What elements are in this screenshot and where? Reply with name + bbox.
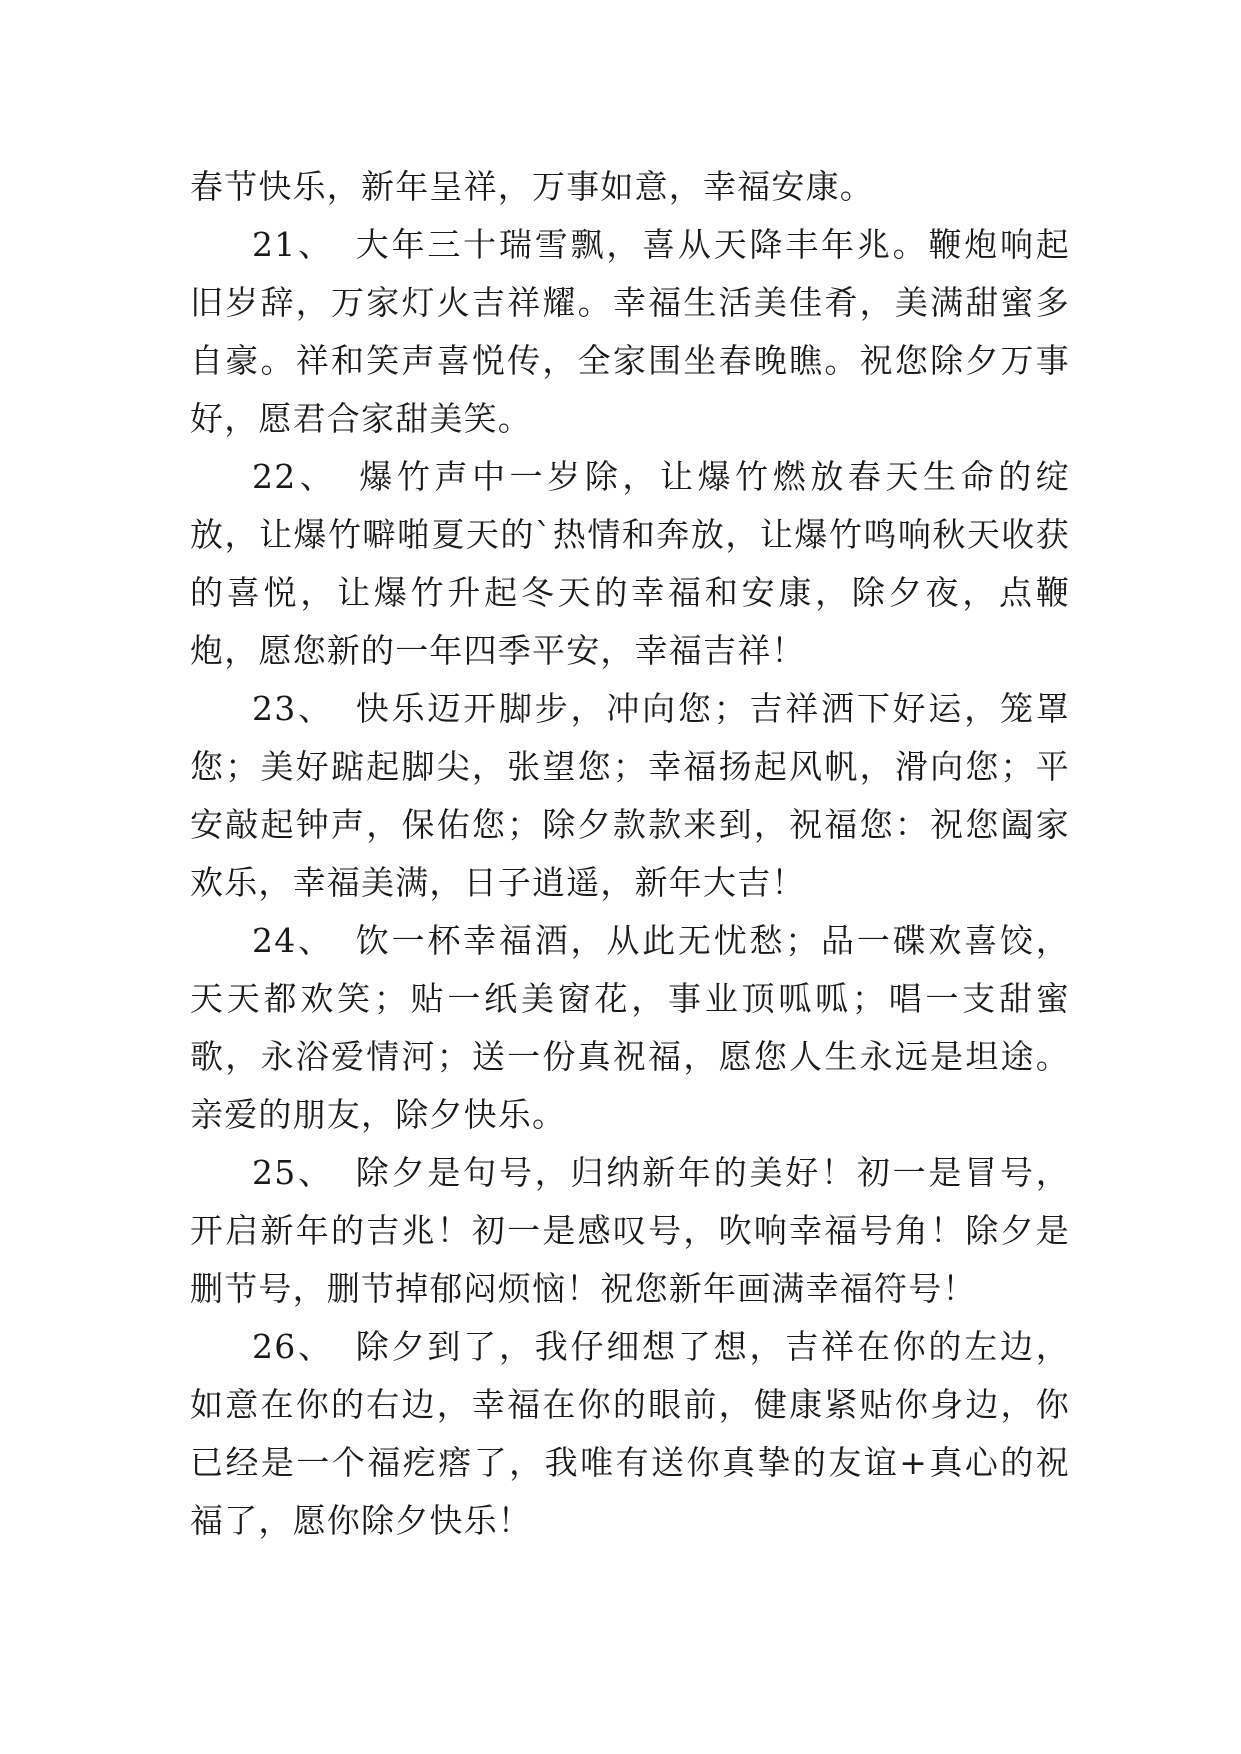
paragraph-number: 22、 [252,457,338,496]
paragraph-number: 21、 [252,225,334,264]
paragraph-21 [190,216,1070,448]
paragraph-26 [190,1318,1070,1550]
paragraph-number: 26、 [252,1327,334,1366]
paragraph-22 [190,448,1070,680]
paragraph-24 [190,912,1070,1144]
paragraph-25 [190,1144,1070,1318]
paragraph-23 [190,680,1070,912]
paragraph-text: 饮一杯幸福酒，从此无忧愁；品一碟欢喜饺，天天都欢笑；贴一纸美窗花，事业顶呱呱；唱一支甜蜜歌，永浴爱情河；送一份真祝福，愿您人生永远是坦途。亲爱的朋友，除夕快乐。 [190,921,1071,1134]
paragraph-text: 春节快乐，新年呈祥，万事如意，幸福安康。 [190,167,874,206]
paragraph-text: 大年三十瑞雪飘，喜从天降丰年兆。鞭炮响起旧岁辞，万家灯火吉祥耀。幸福生活美佳肴，美满甜蜜多自豪。祥和笑声喜悦传，全家围坐春晚瞧。祝您除夕万事好，愿君合家甜美笑。 [190,225,1071,438]
document-body [190,158,1070,1550]
paragraph-text: 除夕是句号，归纳新年的美好！初一是冒号，开启新年的吉兆！初一是感叹号，吹响幸福号角！除夕是删节号，删节掉郁闷烦恼！祝您新年画满幸福符号！ [190,1153,1071,1308]
paragraph-text: 快乐迈开脚步，冲向您；吉祥洒下好运，笼罩您；美好踮起脚尖，张望您；幸福扬起风帆，滑向您；平安敲起钟声，保佑您；除夕款款来到，祝福您：祝您阖家欢乐，幸福美满，日子逍遥，新年大吉！ [190,689,1071,902]
paragraph-text: 爆竹声中一岁除，让爆竹燃放春天生命的绽放，让爆竹噼啪夏天的`热情和奔放，让爆竹鸣响秋天收获的喜悦，让爆竹升起冬天的幸福和安康，除夕夜，点鞭炮，愿您新的一年四季平安，幸福吉祥！ [190,457,1070,670]
paragraph-number: 25、 [252,1153,334,1192]
paragraph-continuation [190,158,1070,216]
paragraph-number: 23、 [252,689,334,728]
paragraph-number: 24、 [252,921,334,960]
paragraph-text: 除夕到了，我仔细想了想，吉祥在你的左边，如意在你的右边，幸福在你的眼前，健康紧贴你身边，你已经是一个福疙瘩了，我唯有送你真挚的友谊+真心的祝福了，愿你除夕快乐！ [190,1327,1071,1540]
